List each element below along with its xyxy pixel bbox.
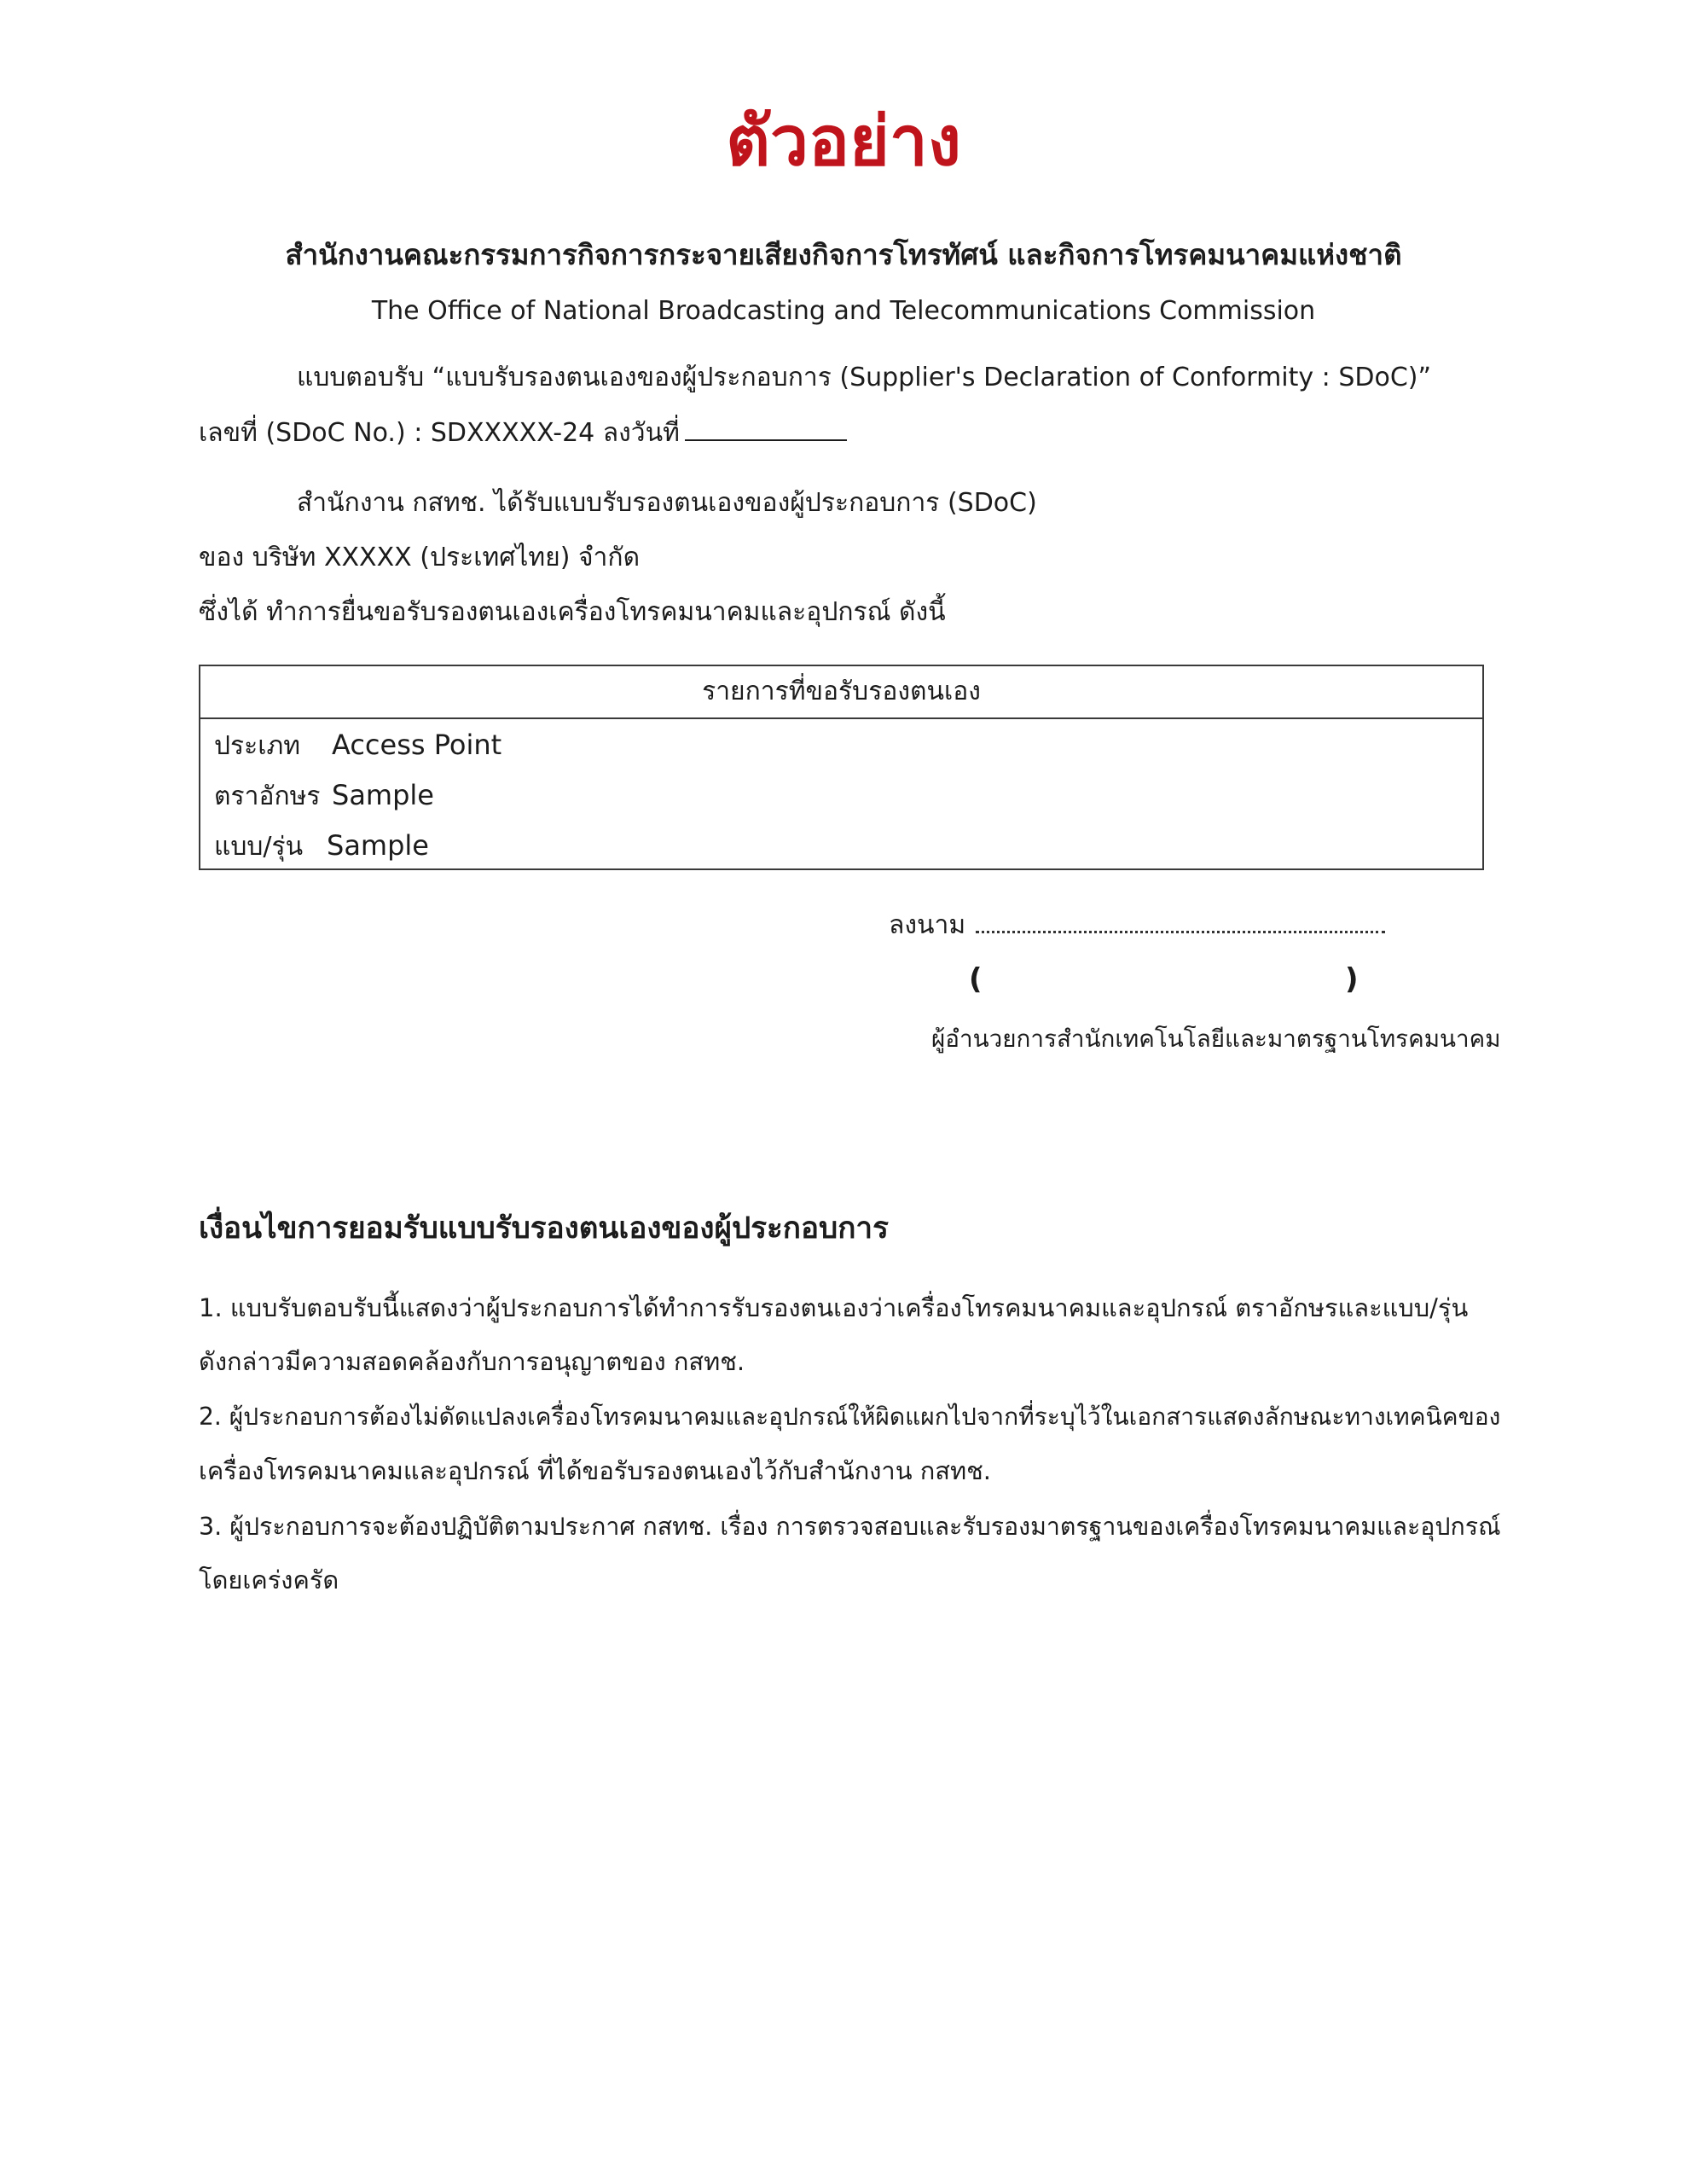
table-header: รายการที่ขอรับรองตนเอง xyxy=(200,666,1482,719)
sdoc-number-line xyxy=(199,415,847,450)
submission-line: ซึ่งได้ ทำการยื่นขอรับรองตนเองเครื่องโทรคมนาคมและอุปกรณ์ ดังนี้ xyxy=(199,597,946,627)
condition-line: โดยเคร่งครัด xyxy=(199,1565,339,1594)
condition-line: 2. ผู้ประกอบการต้องไม่ดัดแปลงเครื่องโทรคมนาคมและอุปกรณ์ให้ผิดแผกไปจากที่ระบุไว้ในเอกสารแสดงลักษณะทางเทคนิคของ xyxy=(199,1403,1501,1431)
brand-value: Sample xyxy=(332,779,434,811)
condition-line: 1. แบบรับตอบรับนี้แสดงว่าผู้ประกอบการได้ทำการรับรองตนเองว่าเครื่องโทรคมนาคมและอุปกรณ์ ตราอักษรและแบบ/รุ่น xyxy=(199,1293,1469,1322)
organization-name-thai: สำนักงานคณะกรรมการกิจการกระจายเสียงกิจการโทรทัศน์ และกิจการโทรคมนาคมแห่งชาติ xyxy=(285,238,1402,271)
form-title: แบบตอบรับ “แบบรับรองตนเองของผู้ประกอบการ (Supplier's Declaration of Conformity : SDoC)” xyxy=(297,363,1432,392)
model-value: Sample xyxy=(327,829,429,862)
condition-line: 3. ผู้ประกอบการจะต้องปฏิบัติตามประกาศ กสทช. เรื่อง การตรวจสอบและรับรองมาตรฐานของเครื่องโทรคมนาคมและอุปกรณ์ xyxy=(199,1513,1501,1541)
model-label: แบบ/รุ่น xyxy=(214,832,304,862)
condition-line: ดังกล่าวมีความสอดคล้องกับการอนุญาตของ กสทช. xyxy=(199,1347,745,1376)
signer-name-close-paren: ) xyxy=(1345,962,1359,996)
signature-label: ลงนาม xyxy=(889,910,966,940)
receipt-paragraph: สำนักงาน กสทช. ได้รับแบบรับรองตนเองของผู้ประกอบการ (SDoC) xyxy=(297,488,1037,518)
signer-title: ผู้อำนวยการสำนักเทคโนโลยีและมาตรฐานโทรคมนาคม xyxy=(931,1025,1501,1053)
signer-name-open-paren: ( xyxy=(969,962,983,996)
signature-line xyxy=(889,909,1385,942)
brand-label: ตราอักษร xyxy=(214,781,321,811)
conditions-heading: เงื่อนไขการยอมรับแบบรับรองตนเองของผู้ประกอบการ xyxy=(199,1211,889,1246)
sample-watermark: ตัวอย่าง xyxy=(726,102,961,181)
condition-line: เครื่องโทรคมนาคมและอุปกรณ์ ที่ได้ขอรับรองตนเองไว้กับสำนักงาน กสทช. xyxy=(199,1456,992,1485)
signature-dotted-line xyxy=(976,909,1385,933)
table-row-brand xyxy=(214,778,434,814)
requested-items-table xyxy=(199,665,1484,870)
table-row-type xyxy=(214,728,501,764)
type-label: ประเภท xyxy=(214,731,301,761)
table-row-model xyxy=(214,828,429,864)
company-line: ของ บริษัท XXXXX (ประเทศไทย) จำกัด xyxy=(199,543,641,572)
date-blank-line xyxy=(685,415,847,441)
sdoc-number-label: เลขที่ (SDoC No.) : SDXXXXX-24 ลงวันที่ xyxy=(199,418,680,448)
type-value: Access Point xyxy=(332,729,502,761)
organization-name-english: The Office of National Broadcasting and Telecommunications Commission xyxy=(371,296,1316,326)
